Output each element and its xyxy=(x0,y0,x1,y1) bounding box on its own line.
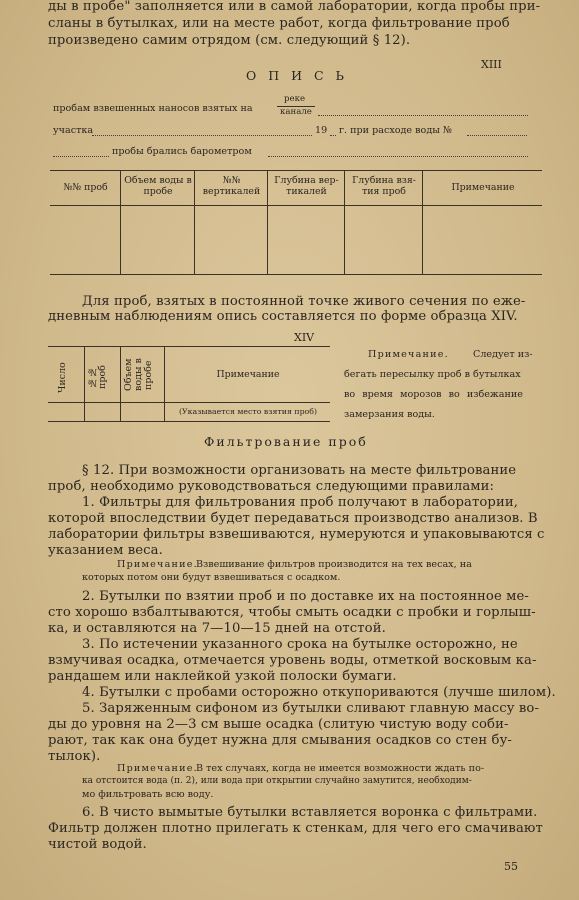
form-13-year-label: 19 xyxy=(315,125,328,136)
note1-label: Примечание. xyxy=(117,559,198,570)
note2-label: Примечание. xyxy=(117,763,198,774)
p5-line-1: 5. Заряженным сифоном из бутылки сливают главную массу во- xyxy=(82,701,540,716)
form-13-header-volume: Объем воды в пробе xyxy=(124,175,192,197)
form-14-number: XIV xyxy=(294,331,315,344)
form-14-header-sample-no: №№ проб xyxy=(87,365,108,389)
p4-line-1: 4. Бутылки с пробами осторожно откупориваются (лучше шилом). xyxy=(82,685,556,700)
p5-line-2: ды до уровня на 2—3 см выше осадка (слитую чистую воду соби- xyxy=(48,717,509,732)
section-title: Фильтрование проб xyxy=(204,434,368,449)
side-note-label: Примечание. xyxy=(368,349,449,360)
form-13-section-blank xyxy=(92,135,312,136)
form-13-line-1-label: пробам взвешенных наносов взятых на xyxy=(53,103,253,114)
p3-line-3: рандашем или наклейкой узкой полоски бумаги. xyxy=(48,669,397,684)
middle-text-line-1: Для проб, взятых в постоянной точке живого сечения по еже- xyxy=(82,294,526,309)
note2-line-2: ка отстоится вода (п. 2), или вода при открытии случайно замутится, необходим- xyxy=(82,776,472,786)
form-13-line-3-blank xyxy=(268,156,528,157)
top-text-line-3: произведено самим отрядом (см. следующий § 12). xyxy=(48,33,411,48)
form-13-header-vertical-depth: Глубина вер- тикалей xyxy=(274,175,339,197)
form-14-note-cell: (Указывается место взятия проб) xyxy=(178,407,317,416)
note1-line-2: которых потом они будут взвешиваться с осадком. xyxy=(82,572,341,583)
top-text-line-2: сланы в бутылках, или на месте работ, когда фильтрование проб xyxy=(48,16,510,31)
side-note-line-4: замерзания воды. xyxy=(344,409,435,420)
p1-line-3: лаборатории фильтры взвешиваются, нумеруются и упаковываются с xyxy=(48,527,545,542)
form-13-discharge-label: г. при расходе воды № xyxy=(339,125,453,136)
form-13-canal-word: канале xyxy=(280,107,312,117)
p12-line-1: § 12. При возможности организовать на месте фильтрование xyxy=(82,463,517,478)
p2-line-2: сто хорошо взбалтываются, чтобы смыть осадки с пробки и горлыш- xyxy=(48,605,536,620)
form-14-header-date: Число xyxy=(57,362,68,394)
p6-line-2: Фильтр должен плотно прилегать к стенкам, для чего его смачивают xyxy=(48,821,543,836)
form-13-line-3-lead xyxy=(53,156,109,157)
p5-line-4: тылок). xyxy=(48,749,101,764)
form-14-header-note: Примечание xyxy=(216,369,280,380)
p5-line-3: рают, так как она будет нужна для смывания осадков со стен бу- xyxy=(48,733,512,748)
p6-line-3: чистой водой. xyxy=(48,837,147,852)
p3-line-1: 3. По истечении указанного срока на бутылке осторожно, не xyxy=(82,637,518,652)
middle-text-line-2: дневным наблюдениям опись составляется по форме образца XIV. xyxy=(48,309,518,324)
form-13-river-word: реке xyxy=(284,94,306,104)
p12-line-2: проб, необходимо руководствоваться следующими правилами: xyxy=(48,479,495,494)
form-13-number: XIII xyxy=(481,58,502,71)
form-13-discharge-blank xyxy=(467,135,527,136)
form-14-header-volume: Объем воды в пробе xyxy=(123,358,154,392)
side-note-line-2: бегать пересылку проб в бутылках xyxy=(344,369,521,380)
note2-line-3: мо фильтровать всю воду. xyxy=(82,789,214,800)
form-13-line-3-label: пробы брались барометром xyxy=(112,146,252,157)
p2-line-3: ка, и оставляются на 7—10—15 дней на отстой. xyxy=(48,621,386,636)
form-13-header-note: Примечание xyxy=(451,182,515,193)
p1-line-1: 1. Фильтры для фильтрования проб получают в лаборатории, xyxy=(82,495,519,510)
p1-line-2: которой впоследствии будет передаваться производство анализов. В xyxy=(48,511,538,526)
form-13-header-vertical-no: №№ вертикалей xyxy=(202,175,261,197)
side-note-line-1: Следует из- xyxy=(473,349,533,360)
top-text-line-1: ды в пробе" заполняется или в самой лаборатории, когда пробы при- xyxy=(48,0,541,14)
form-13-header-sample-no: №№ проб xyxy=(63,182,108,193)
form-13-line-1-blank xyxy=(318,115,528,116)
page-number: 55 xyxy=(504,860,518,873)
form-13-year-blank xyxy=(330,135,336,136)
note1-line-1: Взвешивание фильтров производится на тех весах, на xyxy=(196,559,472,570)
side-note-line-3: во время морозов во избежание xyxy=(344,389,523,400)
form-13-title: О П И С Ь xyxy=(246,68,348,83)
form-13-header-sample-depth: Глубина взя- тия проб xyxy=(352,175,416,197)
p6-line-1: 6. В чисто вымытые бутылки вставляется воронка с фильтрами. xyxy=(82,805,538,820)
p2-line-1: 2. Бутылки по взятии проб и по доставке их на постоянное ме- xyxy=(82,589,529,604)
p3-line-2: взмучивая осадка, отмечается уровень воды, отметкой восковым ка- xyxy=(48,653,537,668)
p1-line-4: указанием веса. xyxy=(48,543,163,558)
note2-line-1: В тех случаях, когда не имеется возможности ждать по- xyxy=(196,763,485,774)
form-13-line-2-label: участка xyxy=(53,125,94,136)
